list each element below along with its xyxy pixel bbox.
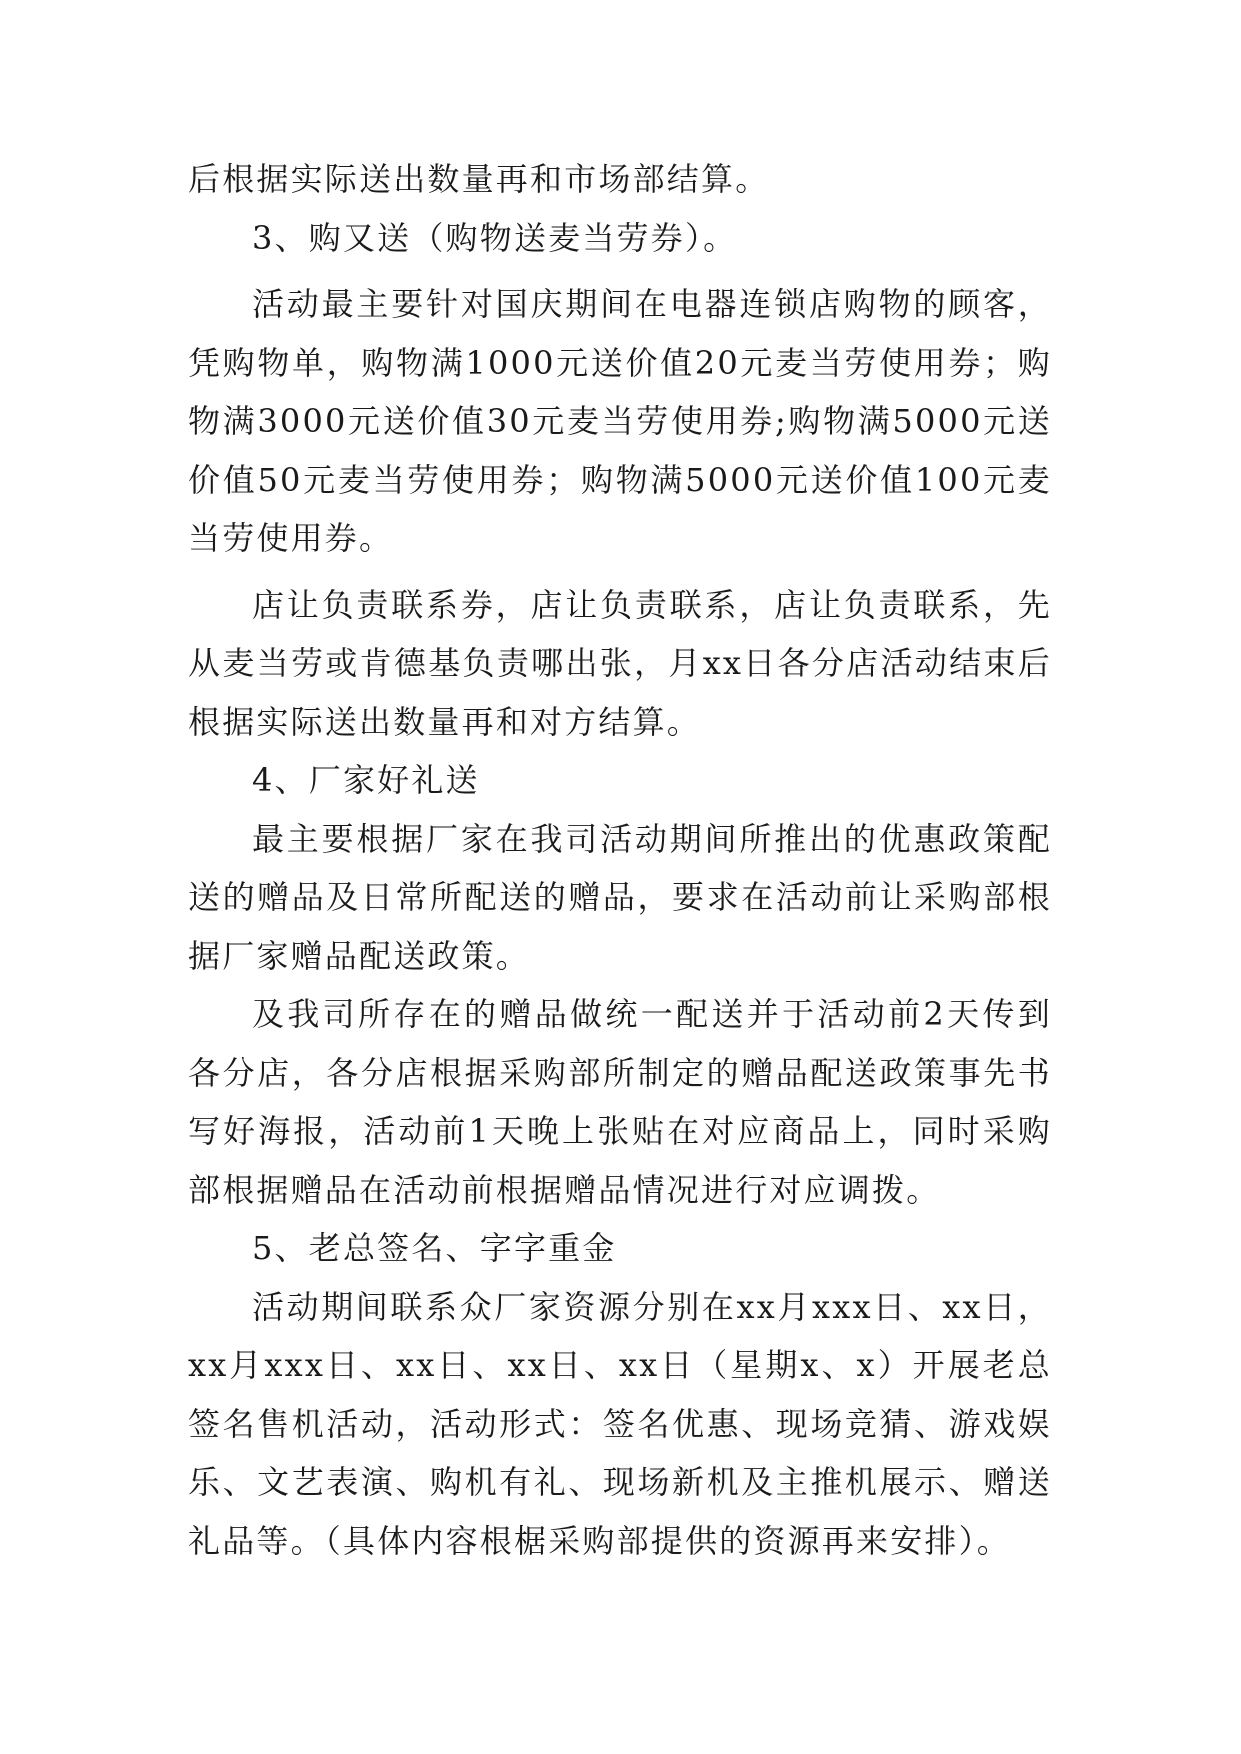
paragraph-coupon-contact: 店让负责联系券，店让负责联系，店让负责联系，先从麦当劳或肯德基负责哪出张，月xx日各分店活动结束后根据实际送出数量再和对方结算。: [188, 585, 1052, 741]
paragraph-manufacturer-policy: 最主要根据厂家在我司活动期间所推出的优惠政策配送的赠品及日常所配送的赠品，要求在活动前让采购部根据厂家赠品配送政策。: [188, 819, 1052, 975]
heading-manufacturer-gifts: 4、厂家好礼送: [252, 761, 480, 799]
paragraph-signing-event: 活动期间联系众厂家资源分别在xx月xxx日、xx日，xx月xxx日、xx日、xx日、xx日（星期x、x）开展老总签名售机活动，活动形式：签名优惠、现场竞猜、游戏娱乐、文艺表演、购机有礼、现场新机及主推机展示、赠送礼品等。（具体内容根椐采购部提供的资源再来安排）。: [188, 1287, 1052, 1560]
paragraph-gift-distribution: 及我司所存在的赠品做统一配送并于活动前2天传到各分店，各分店根据采购部所制定的赠品配送政策事先书写好海报，活动前1天晚上张贴在对应商品上，同时采购部根据赠品在活动前根据赠品情况进行对应调拨。: [188, 995, 1052, 1209]
document-body: [188, 150, 1052, 1570]
paragraph-mcdonalds-coupon: 活动最主要针对国庆期间在电器连锁店购物的顾客，凭购物单，购物满1000元送价值20元麦当劳使用券；购物满3000元送价值30元麦当劳使用券;购物满5000元送价值50元麦当劳使用券；购物满5000元送价值100元麦当劳使用券。: [188, 285, 1052, 557]
heading-buy-and-gift: 3、购又送（购物送麦当劳券）。: [252, 218, 738, 257]
heading-ceo-signing: 5、老总签名、字字重金: [252, 1229, 617, 1267]
paragraph-settlement-note: 后根据实际送出数量再和市场部结算。: [188, 160, 770, 198]
